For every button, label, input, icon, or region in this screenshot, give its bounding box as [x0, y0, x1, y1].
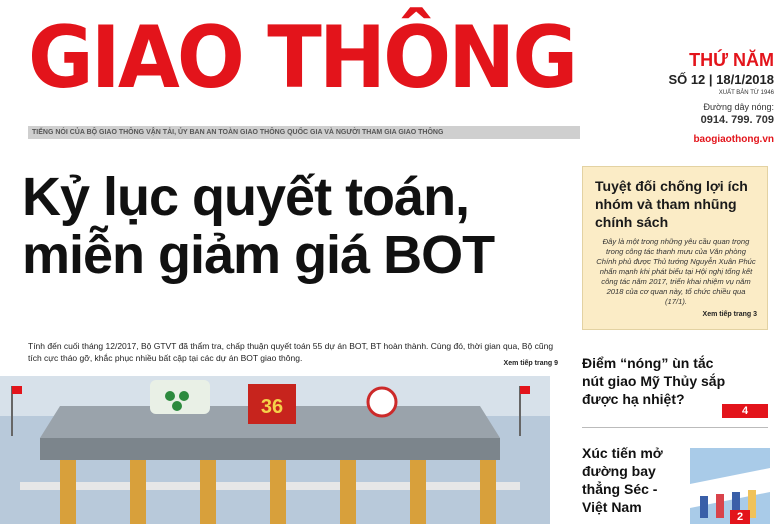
- headline-line-2: miễn giảm giá BOT: [22, 225, 495, 285]
- hotline-label: Đường dây nóng:: [703, 102, 774, 112]
- main-headline[interactable]: [22, 168, 562, 284]
- hotline-number: 0914. 799. 709: [700, 114, 774, 126]
- page-badge-2: 2: [730, 510, 750, 524]
- issue-subline: XUẤT BẢN TỪ 1946: [718, 90, 774, 96]
- sidebar-text: Đây là một trong những yêu cầu quan trọng trong công tác thanh mưu của Văn phòng Chính phủ được Thủ tướng Nguyễn Xuân Phúc nhấn mạnh khi phát biểu tại Hội nghị tổng kết công tác năm 2017, triển khai nhiệm vụ năm 2018 của cơ quan này, tổ chức chiều qua (17/1).: [596, 237, 756, 306]
- main-lead-paragraph: Tính đến cuối tháng 12/2017, Bộ GTVT đã thẩm tra, chấp thuận quyết toán 55 dự án BOT, BT hoàn thành. Cùng đó, thời gian qua, Bộ cũng tích cực tháo gỡ, khắc phục nhiều bất cập tại các dự án BOT giao thông.: [28, 341, 554, 363]
- story-czech-flight-title[interactable]: Xúc tiến mở đường bay thẳng Séc - Việt Nam: [582, 445, 663, 515]
- sidebar-divider: [582, 427, 768, 428]
- headline-line-1: Kỷ lục quyết toán,: [22, 167, 470, 227]
- story-my-thuy-title[interactable]: Điểm “nóng” ùn tắc nút giao Mỹ Thủy sắp được hạ nhiệt?: [582, 355, 726, 407]
- page-badge-4: 4: [722, 404, 768, 418]
- main-continued-link[interactable]: Xem tiếp trang 9: [503, 360, 558, 367]
- website-link[interactable]: baogiaothong.vn: [693, 134, 774, 145]
- masthead-title: GIAO THÔNG: [28, 8, 576, 108]
- issue-number-date: SỐ 12 | 18/1/2018: [668, 72, 774, 87]
- sidebar-feature-box[interactable]: [582, 166, 768, 330]
- masthead-tagline: TIẾNG NÓI CỦA BỘ GIAO THÔNG VẬN TẢI, ỦY BAN AN TOÀN GIAO THÔNG QUỐC GIA VÀ NGƯỜI THAM GIA GIAO THÔNG: [28, 126, 580, 139]
- sidebar-continued-link[interactable]: Xem tiếp trang 3: [702, 311, 757, 318]
- issue-day: THỨ NĂM: [689, 50, 774, 70]
- toll-station-photo: [0, 376, 550, 524]
- toll-sign-number: 36: [260, 396, 284, 418]
- sidebar-title: Tuyệt đối chống lợi ích nhóm và tham nhũng chính sách: [595, 178, 748, 230]
